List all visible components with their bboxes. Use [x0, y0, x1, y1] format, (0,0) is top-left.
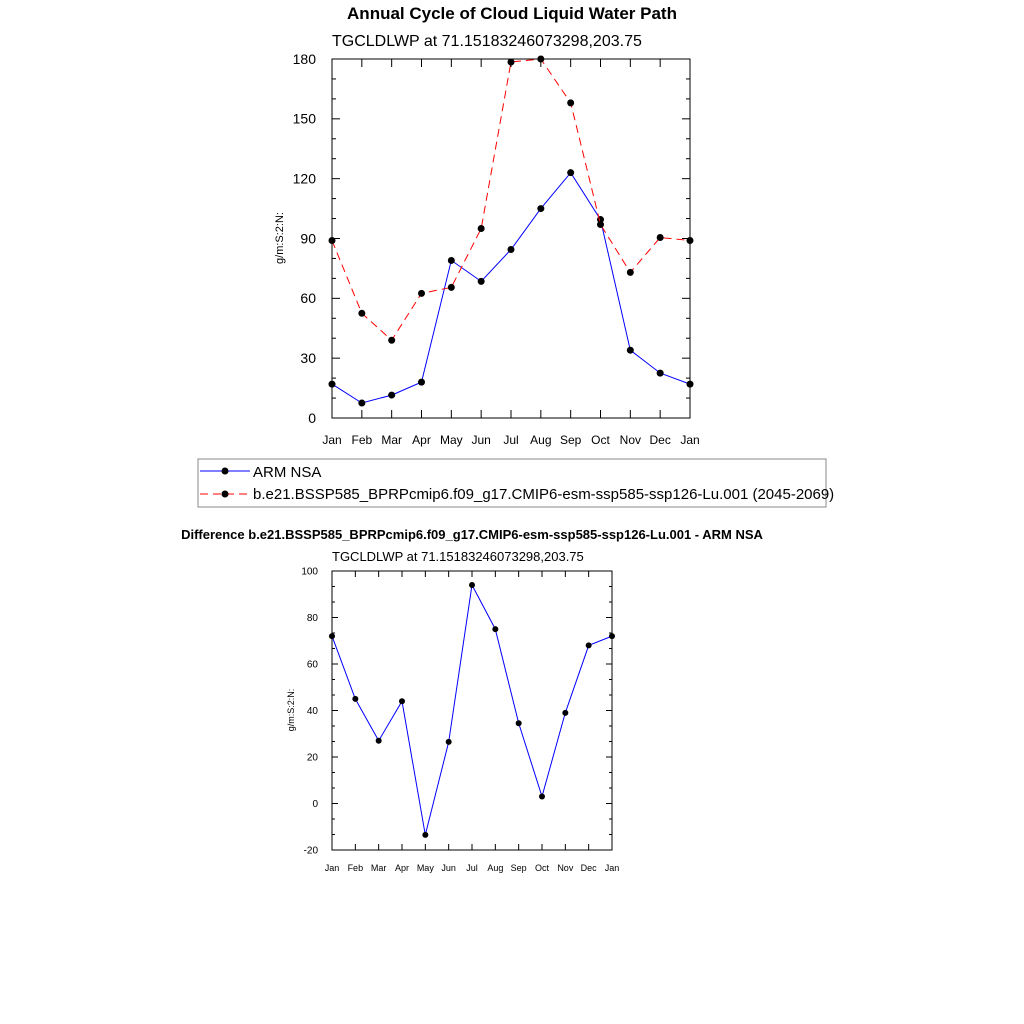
data-point-1: [358, 310, 365, 317]
data-point-0: [478, 278, 485, 285]
y-tick-label: 60: [306, 659, 318, 671]
y-tick-label: 0: [308, 409, 316, 426]
bottom-chart-ylabel: g/m:S:2:N:: [286, 688, 296, 732]
data-point-1: [418, 290, 425, 297]
x-tick-label: Sep: [559, 433, 582, 447]
x-tick-label: May: [439, 433, 463, 447]
x-tick-label: Dec: [649, 433, 671, 447]
data-point-0: [422, 832, 428, 838]
data-point-0: [469, 582, 475, 588]
data-point-0: [448, 257, 455, 264]
bottom-chart: [181, 527, 763, 873]
y-tick-label: 30: [300, 350, 316, 367]
bottom-chart-subtitle: TGCLDLWP at 71.15183246073298,203.75: [332, 549, 584, 564]
data-point-0: [567, 169, 574, 176]
data-point-0: [418, 379, 425, 386]
bottom-chart-title: Difference b.e21.BSSP585_BPRPcmip6.f09_g17.CMIP6-esm-ssp585-ssp126-Lu.001 - ARM NSA: [181, 527, 763, 542]
data-point-0: [627, 347, 634, 354]
y-tick-label: 60: [300, 290, 316, 307]
y-tick-label: 40: [306, 706, 318, 717]
x-tick-label: Nov: [619, 433, 642, 447]
x-tick-label: Apr: [412, 433, 431, 447]
y-tick-label: 100: [301, 566, 318, 578]
data-point-0: [508, 246, 515, 253]
x-tick-label: Mar: [370, 863, 387, 873]
data-point-0: [446, 739, 452, 745]
data-point-0: [537, 205, 544, 212]
y-tick-label: 80: [306, 613, 318, 624]
legend-label-arm-nsa: ARM NSA: [253, 464, 322, 481]
data-point-1: [627, 269, 634, 276]
series-line-0: [332, 585, 612, 835]
x-tick-label: Feb: [347, 863, 364, 873]
x-tick-label: Jul: [503, 433, 519, 447]
legend-label-model: b.e21.BSSP585_BPRPcmip6.f09_g17.CMIP6-esm-ssp585-ssp126-Lu.001 (2045-2069): [253, 486, 835, 503]
x-tick-label: Jan: [322, 433, 342, 447]
y-tick-label: 90: [300, 230, 316, 247]
data-point-0: [657, 370, 664, 377]
legend-marker-model: [222, 491, 229, 498]
data-point-0: [388, 392, 395, 399]
top-chart-ylabel: g/m:S:2:N:: [274, 212, 286, 264]
x-tick-label: Jul: [466, 863, 478, 873]
bottom-chart-frame: [332, 571, 612, 850]
x-tick-label: Jun: [471, 433, 491, 447]
y-tick-label: 0: [312, 799, 318, 810]
top-chart: [274, 33, 700, 447]
data-point-0: [516, 720, 522, 726]
x-tick-label: Mar: [381, 433, 403, 447]
top-chart-subtitle: TGCLDLWP at 71.15183246073298,203.75: [332, 33, 642, 50]
x-tick-label: Jan: [604, 863, 620, 873]
legend-marker-arm-nsa: [222, 468, 229, 475]
y-tick-label: 150: [292, 110, 316, 127]
x-tick-label: Sep: [510, 863, 527, 873]
x-tick-label: Oct: [534, 863, 550, 873]
data-point-0: [492, 626, 498, 632]
x-tick-label: Aug: [487, 863, 504, 873]
series-line-0: [332, 173, 690, 403]
data-point-1: [448, 284, 455, 291]
y-tick-label: -20: [303, 845, 318, 857]
data-point-1: [478, 225, 485, 232]
x-tick-label: Dec: [580, 863, 597, 873]
legend: [198, 459, 834, 507]
x-tick-label: Jun: [441, 863, 456, 873]
data-point-0: [352, 696, 358, 702]
series-line-1: [332, 59, 690, 340]
x-tick-label: Feb: [351, 433, 373, 447]
x-tick-label: Aug: [530, 433, 552, 447]
figure-title: Annual Cycle of Cloud Liquid Water Path: [347, 4, 677, 23]
y-tick-label: 120: [292, 170, 316, 187]
data-point-1: [388, 337, 395, 344]
x-tick-label: Jan: [680, 433, 700, 447]
data-point-0: [376, 738, 382, 744]
data-point-1: [657, 234, 664, 241]
data-point-1: [597, 221, 604, 228]
x-tick-label: Jan: [324, 863, 340, 873]
data-point-0: [399, 698, 405, 704]
y-tick-label: 180: [292, 50, 316, 67]
y-tick-label: 20: [306, 752, 318, 764]
data-point-1: [567, 99, 574, 106]
x-tick-label: Oct: [591, 433, 610, 447]
top-chart-frame: [332, 59, 690, 418]
data-point-0: [562, 710, 568, 716]
x-tick-label: Apr: [394, 863, 410, 873]
data-point-0: [586, 642, 592, 648]
data-point-0: [358, 400, 365, 407]
data-point-0: [539, 794, 545, 800]
x-tick-label: May: [416, 863, 434, 873]
x-tick-label: Nov: [557, 863, 574, 873]
